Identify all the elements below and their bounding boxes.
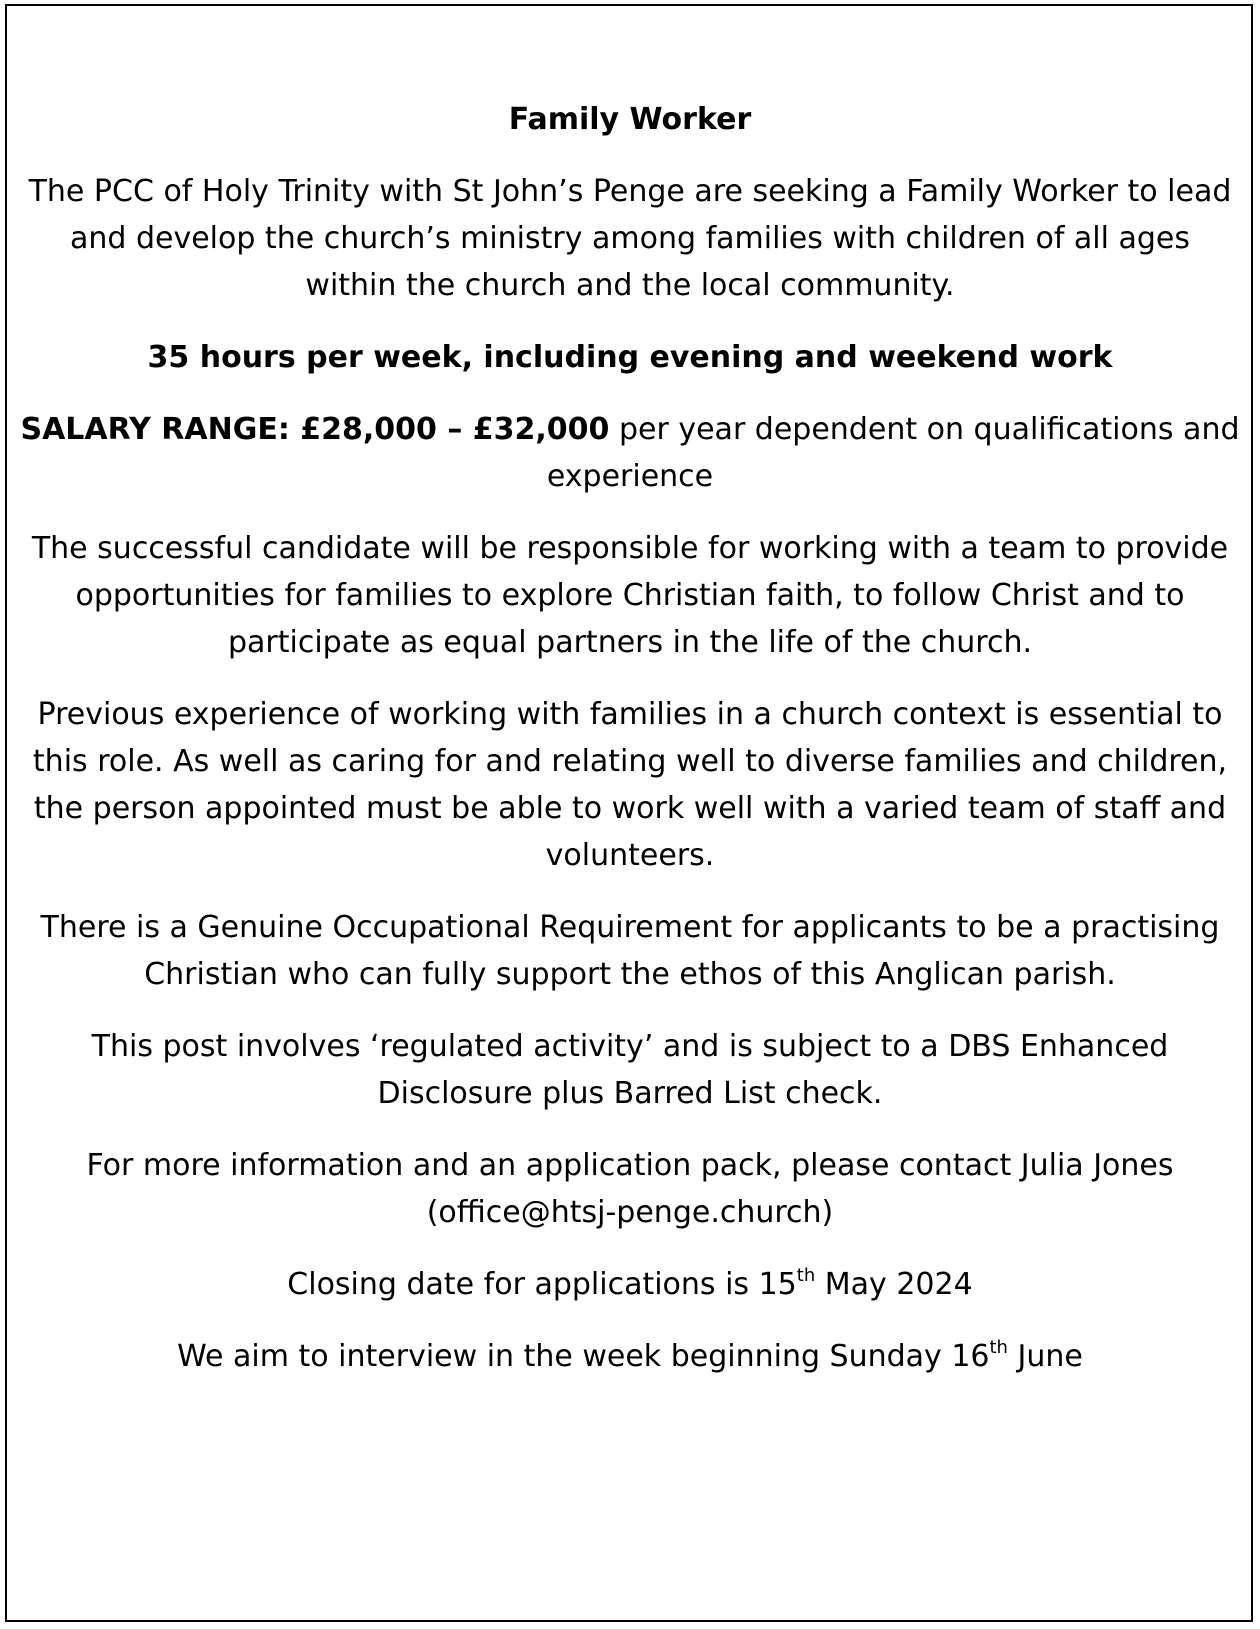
closing-date-ordinal: th	[796, 1265, 816, 1286]
interview-line	[20, 1333, 1240, 1380]
responsibility-paragraph: The successful candidate will be responsible for working with a team to provide opportunities for families to explore Christian faith, to follow Christ and to participate as equal partners in the life of the church.	[31, 531, 1229, 660]
dbs-paragraph: This post involves ‘regulated activity’ and is subject to a DBS Enhanced Disclosure plus Barred List check.	[91, 1029, 1169, 1111]
interview-suffix: June	[1007, 1339, 1083, 1374]
intro-paragraph: The PCC of Holy Trinity with St John’s Penge are seeking a Family Worker to lead and develop the church’s ministry among families with children of all ages within the church and the local community.	[28, 174, 1232, 303]
requirement-paragraph: There is a Genuine Occupational Requirement for applicants to be a practising Christian who can fully support the ethos of this Anglican parish.	[40, 910, 1220, 992]
experience-paragraph: Previous experience of working with families in a church context is essential to this role. As well as caring for and relating well to diverse families and children, the person appointed must be able to work well with a varied team of staff and volunteers.	[32, 697, 1228, 873]
salary-detail: per year dependent on qualifications and experience	[546, 412, 1240, 494]
job-advert	[20, 96, 1240, 1405]
closing-date-line	[20, 1261, 1240, 1308]
advert-title: Family Worker	[508, 102, 752, 137]
salary-range-label: SALARY RANGE: £28,000 – £32,000	[20, 412, 610, 447]
contact-paragraph: For more information and an application pack, please contact Julia Jones (office@htsj-penge.church)	[86, 1148, 1174, 1230]
closing-date-suffix: May 2024	[815, 1267, 973, 1302]
interview-prefix: We aim to interview in the week beginning Sunday 16	[177, 1339, 990, 1374]
interview-ordinal: th	[989, 1337, 1008, 1358]
hours-line: 35 hours per week, including evening and weekend work	[147, 340, 1113, 375]
salary-paragraph	[20, 406, 1240, 500]
closing-date-prefix: Closing date for applications is 15	[287, 1267, 797, 1302]
